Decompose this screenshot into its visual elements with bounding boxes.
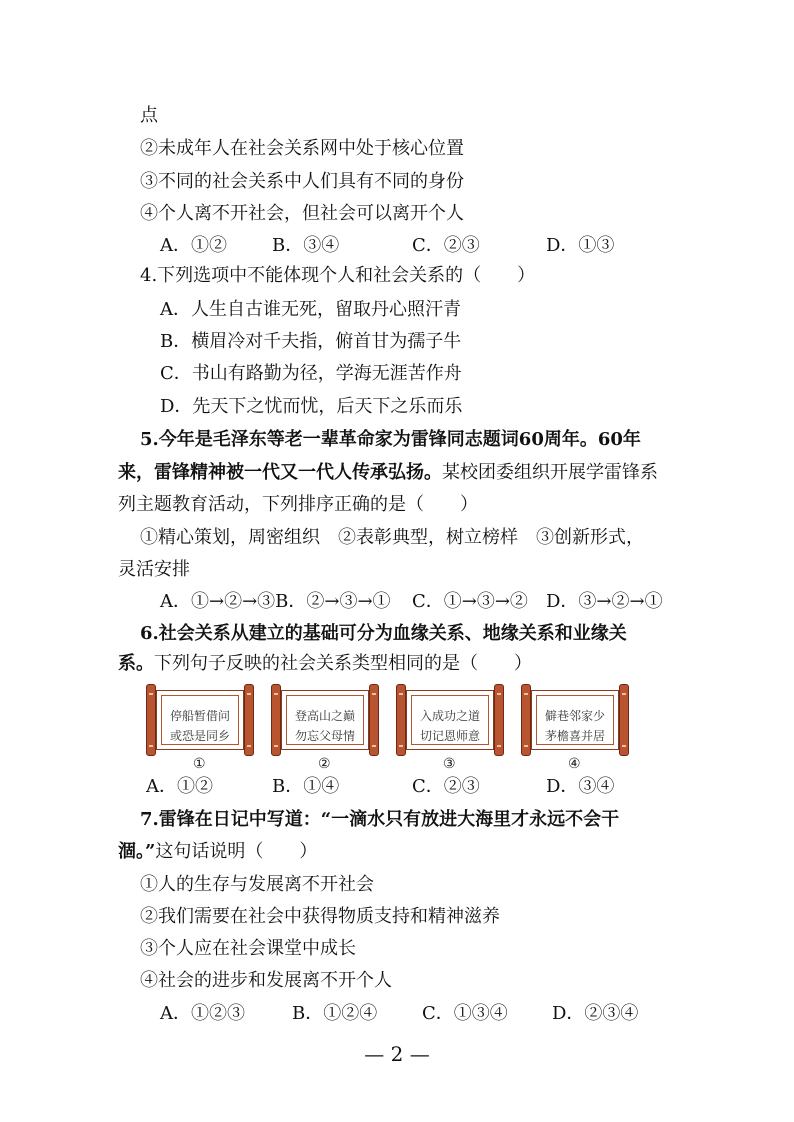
scroll-paper bbox=[406, 690, 494, 750]
option-b: B．③④ bbox=[272, 235, 340, 256]
text-line: 点 bbox=[140, 105, 158, 126]
scroll-image-2 bbox=[271, 684, 379, 756]
option-a: A．①② bbox=[160, 235, 227, 256]
question-4: 4.下列选项中不能体现个人和社会关系的（ ） bbox=[140, 265, 536, 286]
question-5-normal: 某校团委组织开展学雷锋系 bbox=[442, 462, 658, 483]
scroll-text-line1: 登高山之巅 bbox=[294, 709, 355, 723]
question-5: 5.今年是毛泽东等老一辈革命家为雷锋同志题词60周年。60年 bbox=[140, 429, 641, 450]
option-d: D．①③ bbox=[546, 235, 615, 256]
scroll-rod bbox=[271, 684, 281, 756]
question-6: 6.社会关系从建立的基础可分为血缘关系、地缘关系和业缘关 bbox=[140, 623, 627, 644]
option-c: C．①③④ bbox=[422, 1003, 508, 1024]
question-5-statements: ①精心策划，周密组织 ②表彰典型，树立榜样 ③创新形式， bbox=[140, 527, 644, 548]
option-c: C．②③ bbox=[412, 776, 480, 797]
option-c: C．书山有路勤为径，学海无涯苦作舟 bbox=[160, 363, 462, 384]
scroll-number: ② bbox=[318, 756, 331, 772]
scroll-text-line2: 勿忘父母情 bbox=[294, 729, 355, 743]
statement-1: ①人的生存与发展离不开社会 bbox=[140, 874, 374, 895]
page-number: — 2 — bbox=[364, 1042, 430, 1066]
scroll-text-line1: 入成功之道 bbox=[419, 709, 480, 723]
scroll-text-line2: 茅檐喜并居 bbox=[544, 729, 605, 743]
option-d: D．先天下之忧而忧，后天下之乐而乐 bbox=[160, 396, 463, 417]
option-b: B．①②④ bbox=[292, 1003, 378, 1024]
question-5-statements-cont: 灵活安排 bbox=[118, 559, 190, 580]
scroll-number: ③ bbox=[443, 756, 456, 772]
option-a-b: A．①→②→③B．②→③→① bbox=[160, 591, 391, 612]
scroll-number: ④ bbox=[568, 756, 581, 772]
option-b: B．横眉冷对千夫指，俯首甘为孺子牛 bbox=[160, 331, 462, 352]
question-6-bold: 系。 bbox=[118, 653, 154, 674]
option-c: C．②③ bbox=[412, 235, 480, 256]
scroll-text-line2: 切记恩师意 bbox=[419, 729, 480, 743]
option-d: D．②③④ bbox=[552, 1003, 639, 1024]
option-c: C．①→③→② bbox=[412, 591, 528, 612]
statement-4: ④社会的进步和发展离不开个人 bbox=[140, 970, 392, 991]
scroll-image-4 bbox=[521, 684, 629, 756]
scroll-rod bbox=[369, 684, 379, 756]
scroll-number: ① bbox=[193, 756, 206, 772]
question-5-bold: 来，雷锋精神被一代又一代人传承弘扬。 bbox=[118, 462, 442, 483]
option-d: D．③→②→① bbox=[546, 591, 663, 612]
scroll-text-line1: 停船暂借问 bbox=[169, 709, 230, 723]
scroll-image-1 bbox=[146, 684, 254, 756]
statement-3: ③不同的社会关系中人们具有不同的身份 bbox=[140, 171, 464, 192]
statement-2: ②未成年人在社会关系网中处于核心位置 bbox=[140, 138, 464, 159]
question-7-cont bbox=[118, 840, 317, 864]
scroll-paper bbox=[281, 690, 369, 750]
question-5-cont: 列主题教育活动，下列排序正确的是（ ） bbox=[118, 494, 478, 515]
question-7-bold: 涸。” bbox=[118, 841, 156, 862]
scroll-rod bbox=[396, 684, 406, 756]
option-a: A．①② bbox=[146, 776, 213, 797]
scroll-text-line1: 僻巷邻家少 bbox=[544, 709, 605, 723]
scroll-paper bbox=[531, 690, 619, 750]
scroll-text-line2: 或恐是同乡 bbox=[169, 729, 230, 743]
statement-4: ④个人离不开社会，但社会可以离开个人 bbox=[140, 203, 464, 224]
scroll-rod bbox=[619, 684, 629, 756]
question-6-cont bbox=[118, 652, 532, 676]
question-7: 7.雷锋在日记中写道：“一滴水只有放进大海里才永远不会干 bbox=[140, 809, 620, 830]
option-b: B．①④ bbox=[272, 776, 340, 797]
scroll-rod bbox=[521, 684, 531, 756]
scroll-rod bbox=[494, 684, 504, 756]
option-a: A．①②③ bbox=[160, 1003, 245, 1024]
statement-2: ②我们需要在社会中获得物质支持和精神滋养 bbox=[140, 906, 500, 927]
question-5-cont bbox=[118, 461, 658, 485]
scroll-paper bbox=[156, 690, 244, 750]
question-6-normal: 下列句子反映的社会关系类型相同的是（ ） bbox=[154, 653, 532, 674]
option-a: A．人生自古谁无死，留取丹心照汗青 bbox=[160, 299, 461, 320]
statement-3: ③个人应在社会课堂中成长 bbox=[140, 938, 356, 959]
question-7-normal: 这句话说明（ ） bbox=[155, 841, 318, 862]
option-d: D．③④ bbox=[546, 776, 615, 797]
scroll-rod bbox=[244, 684, 254, 756]
scroll-rod bbox=[146, 684, 156, 756]
scroll-image-3 bbox=[396, 684, 504, 756]
